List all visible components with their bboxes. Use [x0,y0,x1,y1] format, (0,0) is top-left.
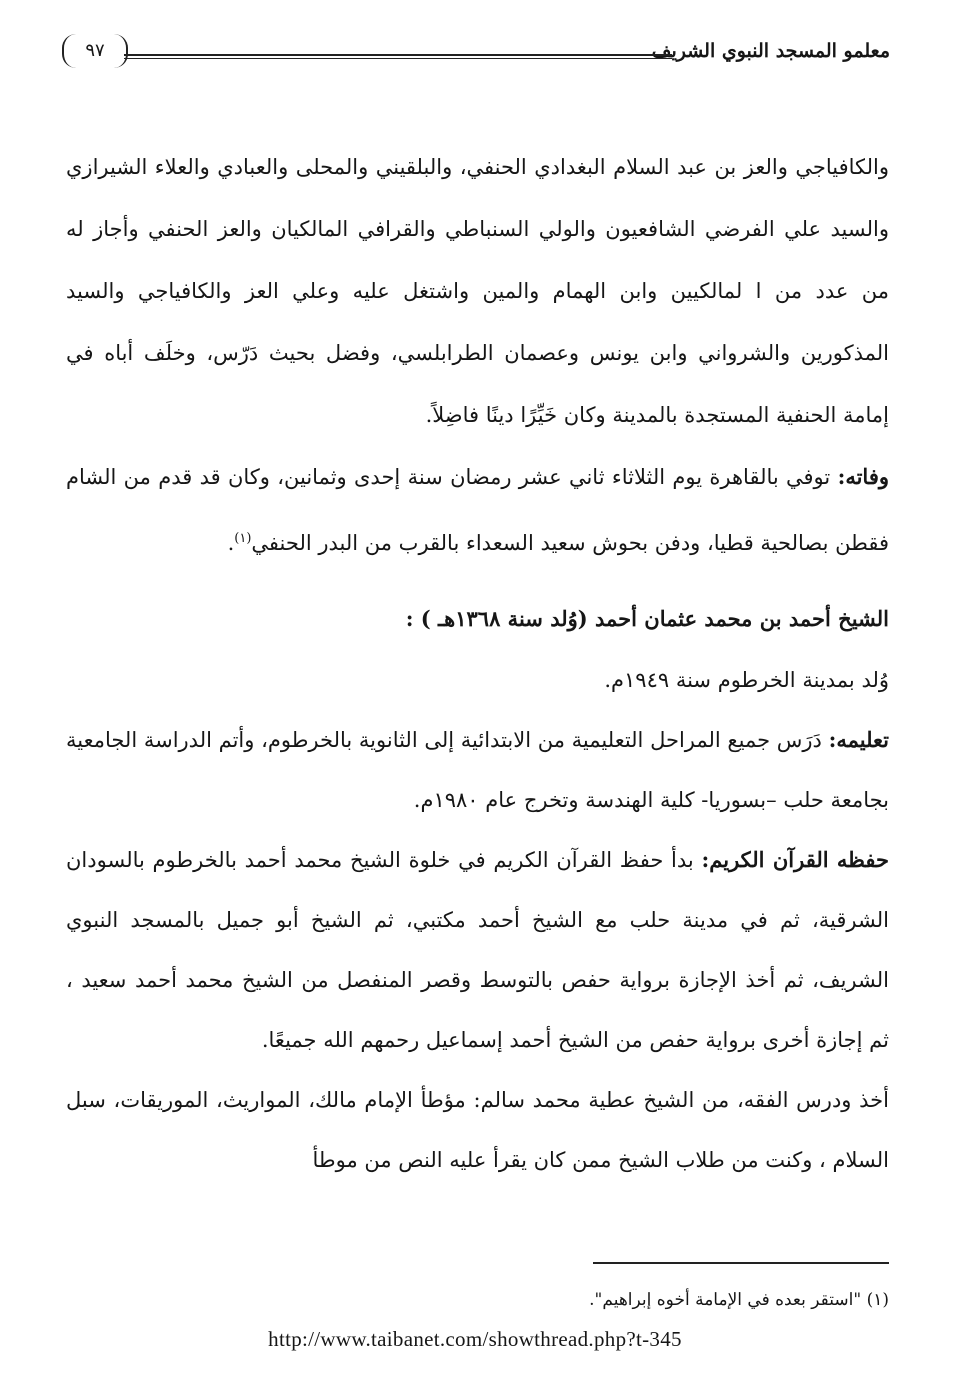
footnote [66,1290,889,1310]
education-paragraph [66,710,889,830]
death-paragraph [66,446,889,574]
section-heading: الشيخ أحمد بن محمد عثمان أحمد (وُلد سنة ١٣٦٨هـ ) : [405,606,889,631]
death-text: توفي بالقاهرة يوم الثلاثاء ثاني عشر رمضان سنة إحدى وثمانين، وكان قد قدم من الشام فقطن بصالحية قطيا، ودفن بحوش سعيد السعداء بالقرب من البدر الحنفي [66,465,889,555]
footnote-text: "استقر بعده في الإمامة أخوه إبراهيم". [589,1290,862,1310]
quran-paragraph [66,830,889,1070]
footnote-reference: (١) [234,531,252,546]
footnote-rule [593,1262,889,1264]
page-number: ٩٧ [62,34,128,68]
running-title: معلمو المسجد النبوي الشريف [651,40,890,62]
education-text: دَرَس جميع المراحل التعليمية من الابتدائية إلى الثانوية بالخرطوم، وأتم الدراسة الجامعية بجامعة حلب –بسوريا- كلية الهندسة وتخرج عام ١٩٨٠م. [66,728,889,812]
death-end: . [227,531,235,555]
fiqh-paragraph: أخذ ودرس الفقه، من الشيخ عطية محمد سالم: مؤطأ الإمام مالك، المواريث، الموريقات، سبل السلام ، وكنت من طلاب الشيخ ممن كان يقرأ عليه النص من موطأ [66,1088,889,1172]
quran-label: حفظه القرآن الكريم: [701,847,890,872]
header-rule [124,54,672,59]
body-text [66,136,889,1190]
source-url[interactable]: http://www.taibanet.com/showthread.php?t-345 [268,1327,682,1351]
education-label: تعليمه: [828,727,889,752]
page-header [50,30,890,80]
death-label: وفاته: [837,464,889,489]
quran-text: بدأ حفظ القرآن الكريم في خلوة الشيخ محمد أحمد بالخرطوم بالسودان الشرقية، ثم في مدينة حلب مع الشيخ أحمد مكتبي، ثم الشيخ أبو جميل بالمسجد النبوي الشريف، ثم أخذ الإجازة برواية حفص بالتوسط وقصر المنفصل من الشيخ محمد أحمد سعيد ، ثم إجازة أخرى برواية حفص من الشيخ أحمد إسماعيل رحمهم الله جميعًا. [66,848,889,1052]
birth-line: وُلد بمدينة الخرطوم سنة ١٩٤٩م. [604,668,889,692]
footnote-number: (١) [866,1290,889,1310]
biography-paragraph: والكافياجي والعز بن عبد السلام البغدادي الحنفي، والبلقيني والمحلى والعبادي والعلاء الشيرازي والسيد علي الفرضي الشافعيون والولي السنباطي والقرافي المالكيان والعز الحنفي وأجاز له من عدد من ا لمالكيين وابن الهمام والمين واشتغل عليه وعلي العز والكافياجي والسيد المذكورين والشرواني وابن يونس وعصمان الطرابلسي، وفضل بحيث دَرّس، وخلَف أباه في إمامة الحنفية المستجدة بالمدينة وكان خَيِّرًا دينًا فاضِلاً. [66,155,889,427]
